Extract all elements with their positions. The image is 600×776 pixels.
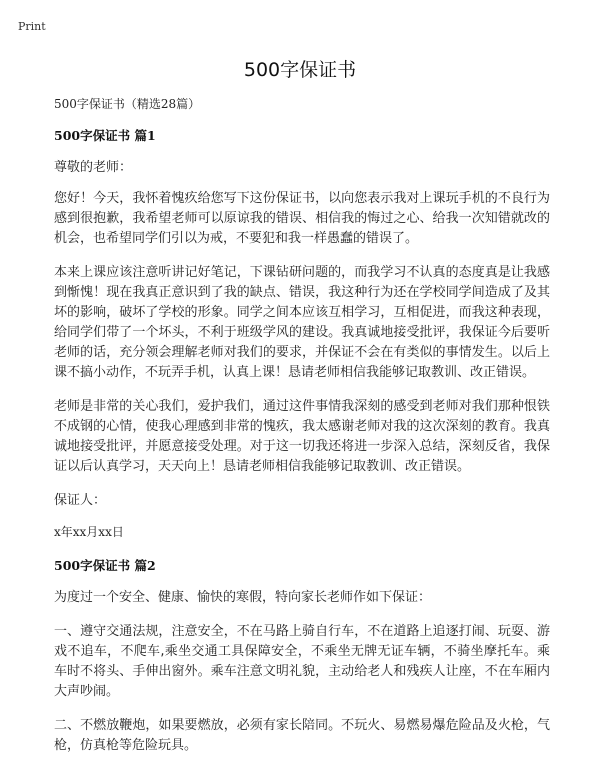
print-link[interactable]: Print xyxy=(18,20,46,33)
list-item-2: 二、不燃放鞭炮，如果要燃放，必须有家长陪同。不玩火、易燃易爆危险品及火枪，气枪，仿真枪等危险玩具。 xyxy=(54,718,550,753)
paragraph-1: 您好！今天，我怀着愧疚给您写下这份保证书，以向您表示我对上课玩手机的不良行为感到很抱歉，我希望老师可以原谅我的错误、相信我的悔过之心、给我一次知错就改的机会，也希望同学们引以为戒，不要犯和我一样愚蠢的错误了。 xyxy=(54,191,550,246)
signer-label: 保证人： xyxy=(54,493,107,508)
document-subtitle: 500字保证书（精选28篇） xyxy=(54,97,201,111)
paragraph-3: 老师是非常的关心我们，爱护我们，通过这件事情我深刻的感受到老师对我们那种恨铁不成钢的心情，使我心理感到非常的愧疚，我太感谢老师对我的这次深刻的教育。我真诚地接受批评，并愿意接受处理。对于这一切我还将进一步深入总结，深刻反省，我保证以后认真学习，天天向上！恳请老师相信我能够记取教训、改正错误。 xyxy=(54,399,550,474)
list-item-1: 一、遵守交通法规，注意安全，不在马路上骑自行车，不在道路上追逐打闹、玩耍、游戏不追车，不爬车,乘坐交通工具保障安全，不乘坐无牌无证车辆，不骑坐摩托车。乘车时不将头、手伸出窗外。乘车注意文明礼貌，主动给老人和残疾人让座，不在车厢内大声吵闹。 xyxy=(54,624,550,699)
greeting: 尊敬的老师： xyxy=(54,160,133,175)
paragraph-2: 本来上课应该注意听讲记好笔记，下课钻研问题的，而我学习不认真的态度真是让我感到惭愧！现在我真正意识到了我的缺点、错误，我这种行为还在学校同学间造成了及其坏的影响，破坏了学校的形象。同学之间本应该互相学习，互相促进，而我这种表现，给同学们带了一个坏头，不利于班级学风的建设。我真诚地接受批评，我保证今后要听老师的话，充分领会理解老师对我们的要求，并保证不会在有类似的事情发生。以后上课不搞小动作，不玩弄手机，认真上课！恳请老师相信我能够记取教训、改正错误。 xyxy=(54,265,550,380)
section-heading-2: 500字保证书 篇2 xyxy=(54,558,156,573)
section2-intro: 为度过一个安全、健康、愉快的寒假，特向家长老师作如下保证： xyxy=(54,590,432,605)
date-line: x年xx月xx日 xyxy=(54,525,124,539)
section-heading-1: 500字保证书 篇1 xyxy=(54,128,156,143)
page-title: 500字保证书 xyxy=(243,59,357,81)
document-body xyxy=(54,94,550,756)
